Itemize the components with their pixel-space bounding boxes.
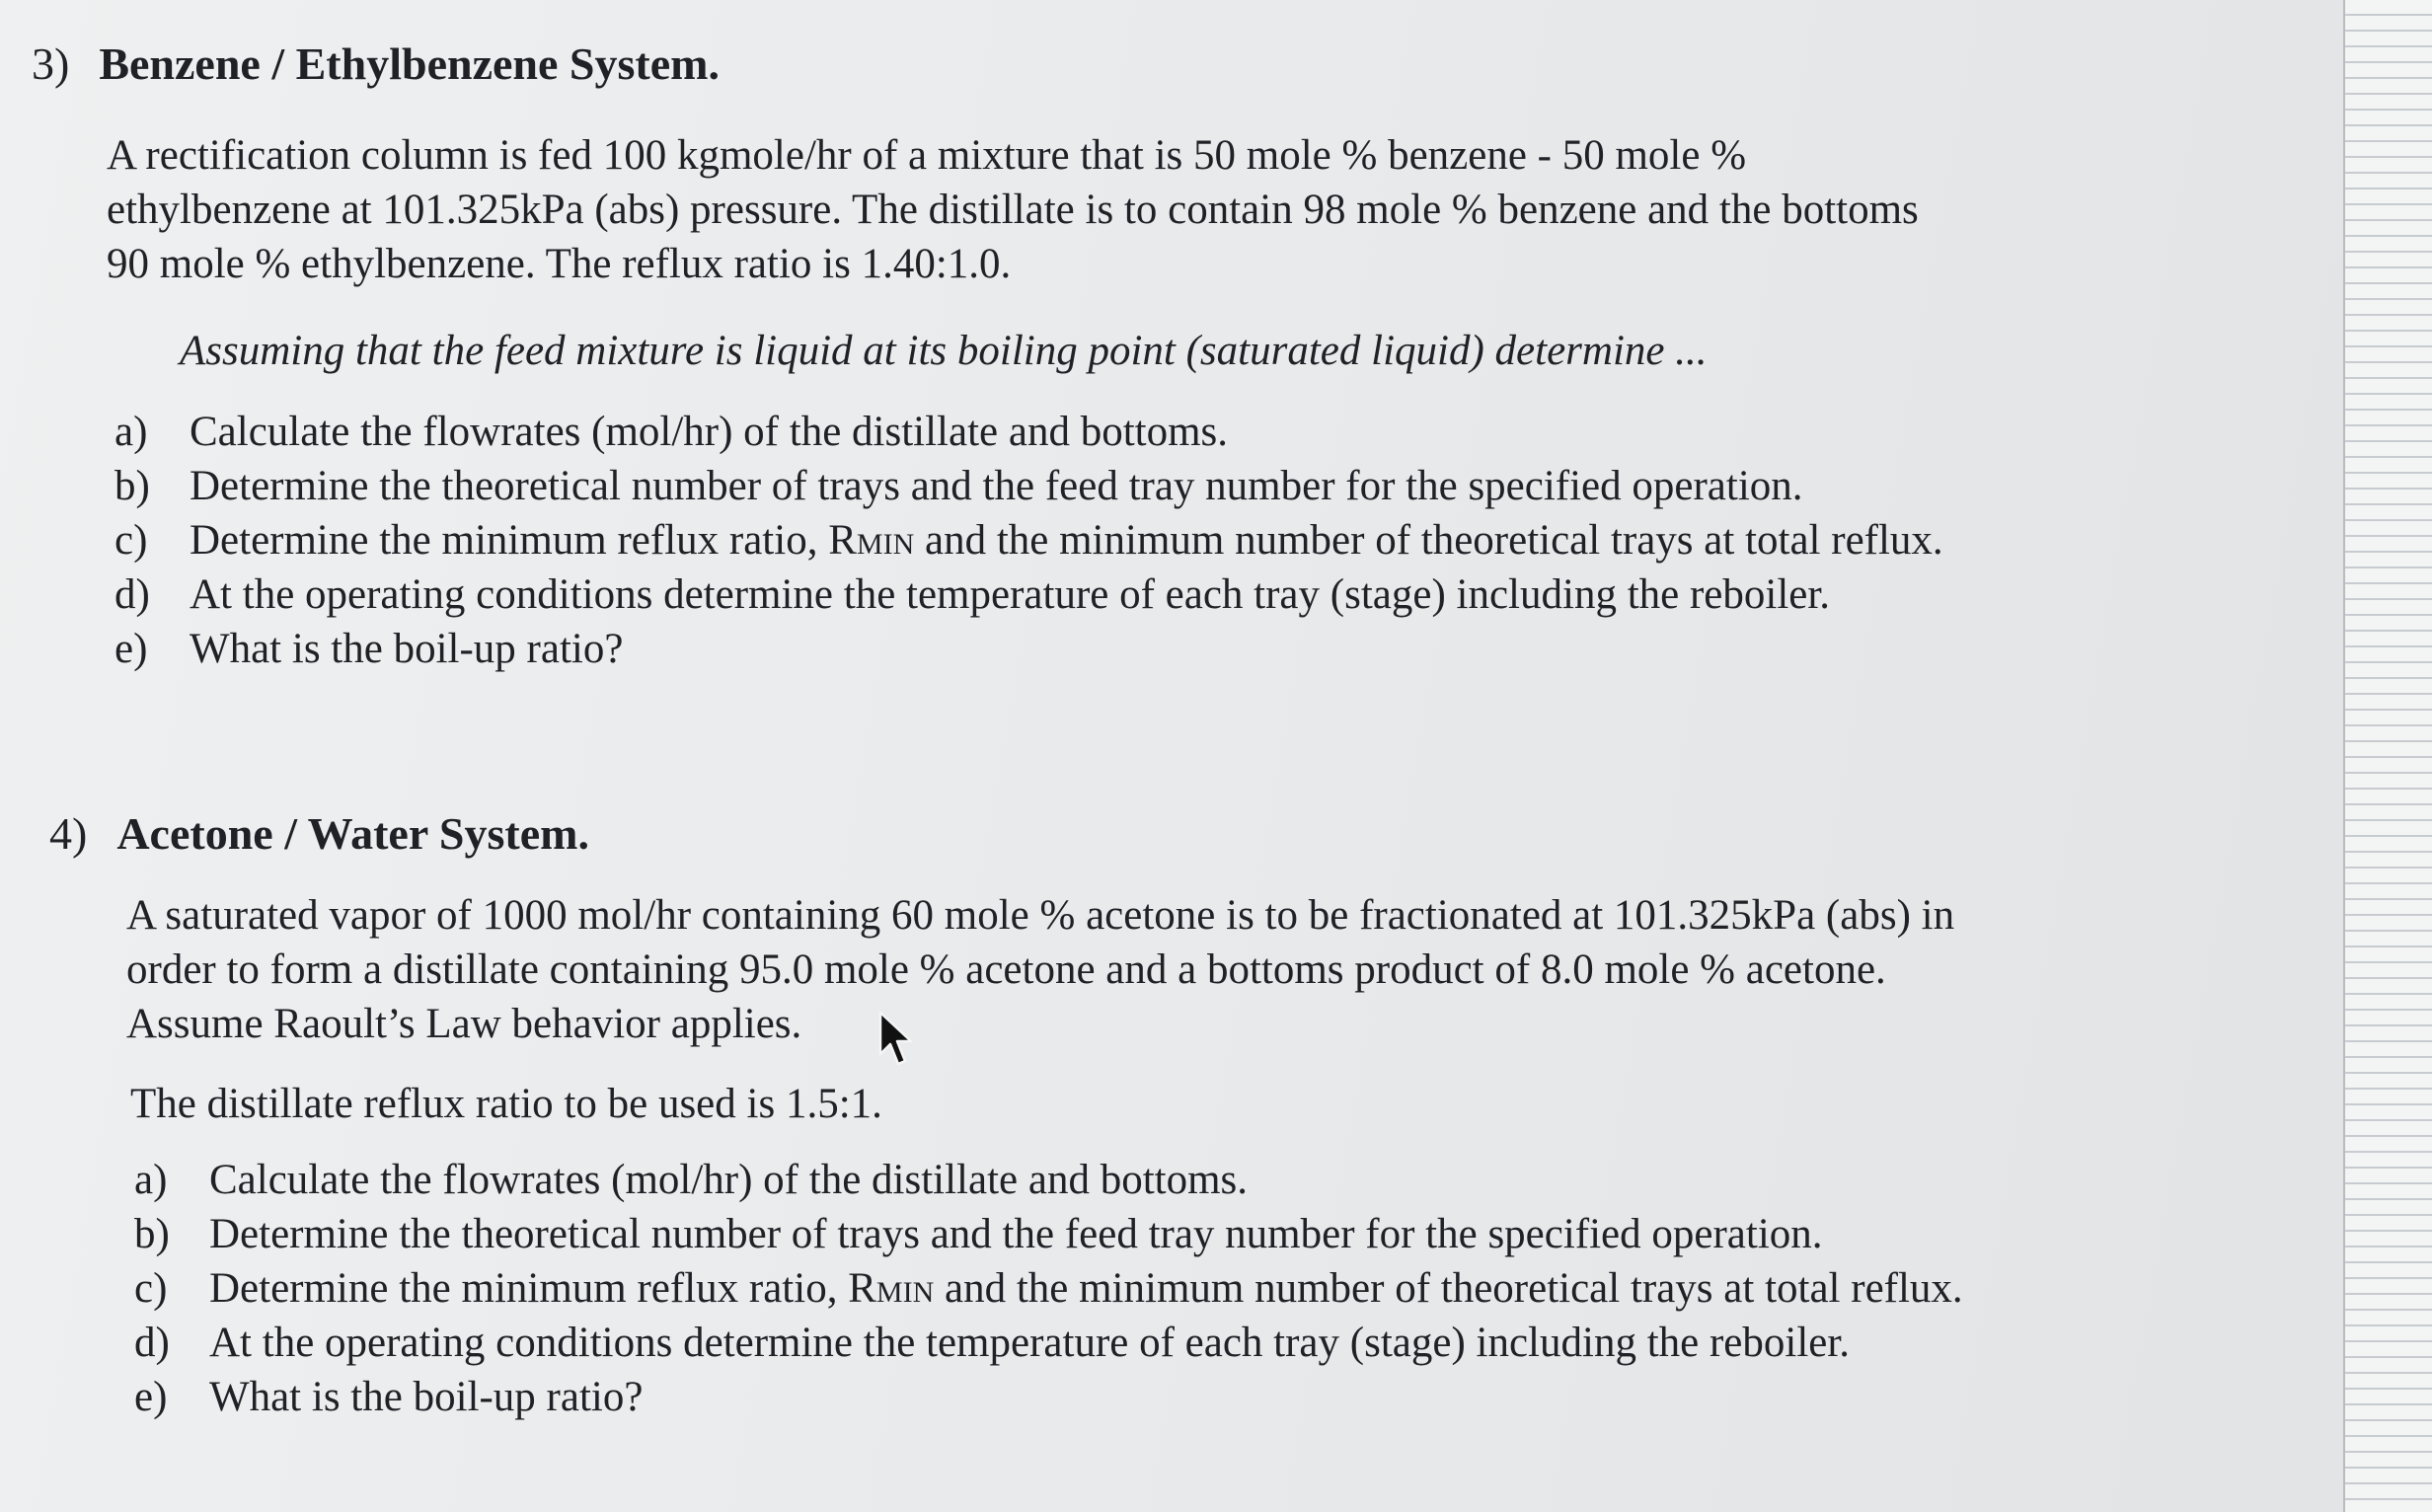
question-letter: d) — [134, 1320, 170, 1366]
problem-4-intro-line: Assume Raoult’s Law behavior applies. — [126, 1001, 802, 1047]
question-letter: e) — [134, 1374, 168, 1420]
problem-3-assumption: Assuming that the feed mixture is liquid at its boiling point (saturated liquid) determine ... — [180, 328, 1708, 374]
mouse-pointer-icon — [878, 1011, 918, 1070]
question-text — [190, 513, 1943, 567]
question-text: At the operating conditions determine the temperature of each tray (stage) including the reboiler. — [209, 1320, 1851, 1366]
question-text: At the operating conditions determine the temperature of each tray (stage) including the reboiler. — [190, 571, 1831, 618]
problem-3-intro-line: ethylbenzene at 101.325kPa (abs) pressure. The distillate is to contain 98 mole % benzene and the bottoms — [107, 187, 1919, 233]
problem-4-intro — [126, 888, 1954, 1051]
question-letter: a) — [134, 1157, 168, 1203]
question-text — [209, 1261, 1963, 1316]
problem-3-intro — [107, 128, 1919, 291]
question-text: Determine the theoretical number of trays and the feed tray number for the specified operation. — [190, 463, 1803, 509]
question-letter: c) — [114, 517, 148, 564]
question-letter: e) — [114, 626, 148, 672]
question-text-before: Determine the minimum reflux ratio, — [190, 517, 829, 564]
problem-3-intro-line: 90 mole % ethylbenzene. The reflux ratio is 1.40:1.0. — [107, 241, 1012, 287]
question-letter: d) — [114, 571, 150, 618]
problem-4-intro-line: A saturated vapor of 1000 mol/hr containing 60 mole % acetone is to be fractionated at 101.325kPa (abs) in — [126, 892, 1955, 939]
problem-3-intro-line: A rectification column is fed 100 kgmole/hr of a mixture that is 50 mole % benzene - 50 mole % — [107, 132, 1747, 179]
question-text: Calculate the flowrates (mol/hr) of the distillate and bottoms. — [190, 409, 1229, 455]
problem-3-heading — [32, 38, 720, 90]
question-text: Calculate the flowrates (mol/hr) of the distillate and bottoms. — [209, 1157, 1249, 1203]
question-text: What is the boil-up ratio? — [209, 1374, 644, 1420]
problem-4-intro-line: order to form a distillate containing 95.0 mole % acetone and a bottoms product of 8.0 mole % acetone. — [126, 946, 1886, 993]
question-letter: c) — [134, 1265, 168, 1312]
question-text-after: and the minimum number of theoretical trays at total reflux. — [934, 1265, 1963, 1312]
problem-4-number: 4) — [49, 808, 88, 859]
problem-4-heading — [49, 807, 589, 860]
question-text-before: Determine the minimum reflux ratio, — [209, 1265, 849, 1312]
rmin-symbol: Rmin — [828, 517, 915, 564]
question-text: What is the boil-up ratio? — [190, 626, 624, 672]
problem-3-number: 3) — [32, 38, 70, 89]
problem-4-title: Acetone / Water System. — [116, 808, 589, 859]
problem-3-title: Benzene / Ethylbenzene System. — [99, 38, 720, 89]
window-edge-strip — [2343, 0, 2432, 1512]
question-letter: a) — [114, 409, 148, 455]
question-letter: b) — [134, 1211, 170, 1257]
question-text: Determine the theoretical number of trays and the feed tray number for the specified operation. — [209, 1211, 1823, 1257]
rmin-symbol: Rmin — [848, 1265, 935, 1312]
question-text-after: and the minimum number of theoretical trays at total reflux. — [914, 517, 1943, 564]
problem-4-reflux-statement: The distillate reflux ratio to be used is 1.5:1. — [130, 1081, 882, 1127]
question-letter: b) — [114, 463, 150, 509]
